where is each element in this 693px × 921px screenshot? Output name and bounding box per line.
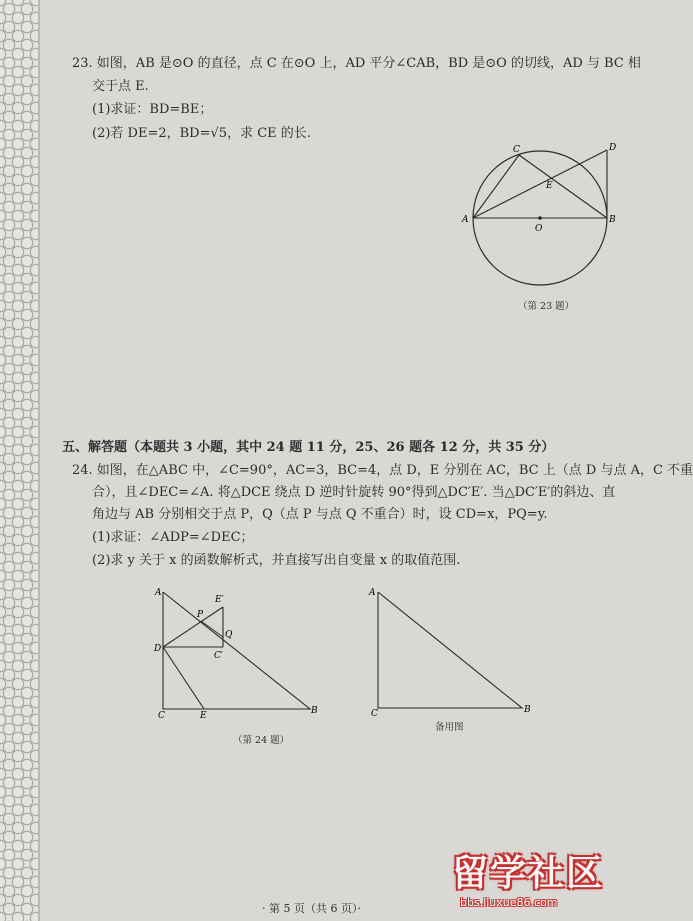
q23-label-c: C — [513, 145, 520, 155]
q23-part2-suffix: ，求 CE 的长. — [227, 126, 311, 141]
q24-spare-label-c: C — [371, 709, 378, 719]
q23-figure — [455, 138, 625, 288]
q23-line2: 交于点 E. — [92, 79, 149, 94]
q24-label-d: D — [154, 644, 162, 654]
q24-line3: 角边与 AB 分别相交于点 P，Q（点 P 与点 Q 不重合）时，设 CD=x，PQ=y. — [92, 507, 548, 522]
q24-line2: 合），且∠DEC=∠A. 将△DCE 绕点 D 逆时针旋转 90°得到△DC′E′. 当△DC′E′的斜边、直 — [92, 485, 616, 500]
q24-label-e1: E′ — [215, 595, 224, 605]
q23-part2 — [92, 126, 311, 142]
q24-spare-triangle — [378, 592, 522, 708]
q24-segment-de — [163, 647, 204, 709]
q24-line1: 24. 如图，在△ABC 中，∠C=90°，AC=3，BC=4，点 D，E 分别在 AC，BC 上（点 D 与点 A，C 不重 — [72, 463, 693, 478]
q23-part2-sqrt: √5 — [210, 126, 228, 141]
q24-figure-caption: （第 24 题） — [233, 735, 290, 746]
q24-spare-caption: 备用图 — [435, 722, 464, 733]
q24-spare-figure — [362, 582, 542, 722]
q23-label-a: A — [462, 215, 469, 225]
q23-label-b: B — [609, 215, 616, 225]
q24-spare-label-a: A — [369, 588, 376, 598]
watermark-url: bbs.liuxue86.com — [460, 896, 558, 909]
binding-edge — [38, 0, 40, 921]
q24-label-b: B — [311, 706, 318, 716]
q23-center-dot — [538, 216, 542, 220]
binding-margin-pattern — [0, 0, 38, 921]
site-watermark — [452, 845, 604, 909]
q24-label-a: A — [155, 588, 162, 598]
q24-part1: (1)求证：∠ADP=∠DEC； — [92, 530, 254, 545]
q24-figure — [150, 585, 330, 720]
q24-triangle-abc — [163, 592, 310, 709]
page-footer: · 第 5 页（共 6 页）· — [262, 902, 361, 915]
q23-label-d: D — [609, 143, 617, 153]
watermark-title: 留学社区 — [452, 853, 605, 894]
q24-spare-label-b: B — [524, 705, 531, 715]
section5-heading: 五、解答题（本题共 3 小题，其中 24 题 11 分，25、26 题各 12 分，共 35 分） — [62, 440, 555, 455]
q23-figure-caption: （第 23 题） — [518, 301, 575, 312]
q24-label-c1: C′ — [214, 651, 223, 661]
q24-label-c: C — [158, 711, 165, 721]
q24-segment-pq — [201, 621, 223, 637]
q23-label-o: O — [535, 224, 543, 234]
q24-label-e: E — [200, 711, 207, 721]
q24-label-p: P — [197, 610, 204, 620]
q24-label-q: Q — [225, 630, 233, 640]
q24-segment-de1 — [163, 607, 223, 647]
q23-part2-prefix: (2)若 DE=2，BD= — [92, 126, 211, 141]
q23-segment-cb — [519, 155, 607, 218]
q24-part2: (2)求 y 关于 x 的函数解析式，并直接写出自变量 x 的取值范围. — [92, 553, 461, 568]
q23-segment-ad — [473, 150, 607, 218]
q23-label-e: E — [546, 181, 553, 191]
q23-segment-ac — [473, 155, 519, 218]
q23-line1: 23. 如图，AB 是⊙O 的直径，点 C 在⊙O 上，AD 平分∠CAB，BD 是⊙O 的切线，AD 与 BC 相 — [72, 56, 641, 71]
q23-part1: (1)求证：BD=BE； — [92, 102, 213, 117]
